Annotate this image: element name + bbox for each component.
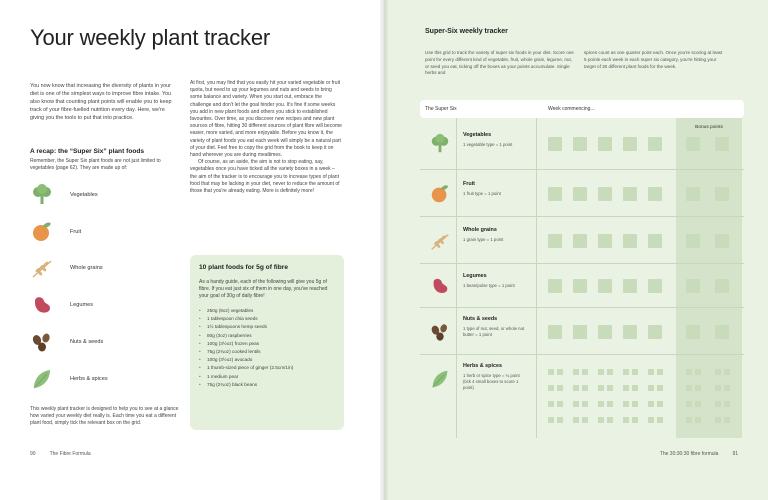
bonus-tick-box[interactable] (686, 137, 700, 151)
row-subtext: 1 vegetable type = 1 point (463, 142, 513, 147)
tick-box[interactable] (573, 279, 587, 293)
bonus-tick-box[interactable] (686, 325, 700, 339)
tick-box[interactable] (648, 187, 662, 201)
small-tick-box[interactable] (548, 369, 554, 375)
orange-icon (428, 182, 452, 206)
book-title: The Fibre Formula (49, 451, 91, 457)
list-item: • 250g (9oz) vegetables (199, 308, 254, 313)
legend-legumes (30, 292, 180, 318)
book-title: The 30:30:30 fibre formula (659, 451, 719, 457)
fibre-box-description: As a handy guide, each of the following will give you 5g of fibre. If you eat just six of them in one day, you've reached your goal of 30g of daily fibre! (199, 279, 328, 299)
list-item: • 75g (2¾oz) black beans (199, 381, 258, 387)
weekly-tracker-note: This weekly plant tracker is designed to help you to see at a glance how varied your weekly diet really is. Each time you eat a different plant food, simply tick the relevant box on the grid. (30, 406, 179, 426)
small-tick-box[interactable] (648, 401, 654, 407)
legend-label: Fruit (70, 229, 82, 235)
bonus-tick-box[interactable] (715, 279, 729, 293)
bonus-tick-box[interactable] (686, 187, 700, 201)
legend-label: Whole grains (70, 265, 103, 271)
wheat-icon (428, 229, 452, 253)
tick-box[interactable] (548, 234, 562, 248)
small-tick-box[interactable] (598, 369, 604, 375)
tick-box[interactable] (548, 325, 562, 339)
small-tick-box[interactable] (648, 385, 654, 391)
tick-box[interactable] (598, 137, 612, 151)
small-tick-box[interactable] (715, 401, 721, 407)
header-super-six: The Super Six (425, 106, 457, 112)
small-tick-box[interactable] (657, 385, 663, 391)
right-footer (646, 451, 738, 457)
small-tick-box[interactable] (715, 417, 721, 423)
small-tick-box[interactable] (686, 401, 692, 407)
small-tick-box[interactable] (695, 385, 701, 391)
tick-box[interactable] (598, 279, 612, 293)
fibre-box-heading: 10 plant foods for 5g of fibre (199, 264, 289, 271)
small-tick-box[interactable] (573, 385, 579, 391)
fibre-sidebar-box (190, 255, 344, 430)
small-tick-box[interactable] (582, 385, 588, 391)
body-column (190, 80, 342, 195)
row-label: Vegetables (463, 132, 492, 138)
book-gutter (380, 0, 388, 500)
page-number: 91 (732, 451, 738, 457)
small-tick-box[interactable] (557, 369, 563, 375)
bonus-tick-box[interactable] (715, 187, 729, 201)
broccoli-icon (428, 132, 452, 156)
small-tick-box[interactable] (557, 385, 563, 391)
bonus-tick-box[interactable] (715, 325, 729, 339)
small-tick-box[interactable] (573, 369, 579, 375)
small-tick-box[interactable] (582, 401, 588, 407)
row-subtext: 1 grain type = 1 point (463, 237, 504, 242)
recap-heading: A recap: the “Super Six” plant foods (30, 148, 145, 155)
fibre-food-list (199, 307, 335, 389)
tick-box[interactable] (648, 234, 662, 248)
row-label: Nuts & seeds (463, 316, 498, 322)
list-item: • 1 tablespoon chia seeds (199, 316, 258, 322)
small-tick-box[interactable] (632, 401, 638, 407)
legend-herbs-spices (30, 366, 180, 392)
legend-fruit (30, 219, 180, 245)
small-tick-box[interactable] (695, 417, 701, 423)
small-tick-box[interactable] (573, 417, 579, 423)
small-tick-box[interactable] (715, 385, 721, 391)
body-paragraph: At first, you may find that you easily hit your varied vegetable or fruit quota, but need to up your legumes and nuts and seeds to bring some balance and variety. When you start out, embrace the challenge and don't let the goal hinder you. It's fine if some weeks you add in new plant foods and others you stick to established favourites. Over time, as you discover new recipes and new plant sources of fibre, hitting 30 different sources of plant fibre will become easier, more varied, and more enjoyable. Before you know it, the variety of plant foods you eat each week will simply be a natural part of your diet. Feel free to copy the grid from the book to keep it on hand wherever you are during mealtimes. (190, 80, 342, 159)
list-item: • 1 thumb-sized piece of ginger (2.5cm/1in) (199, 365, 294, 371)
header-week-commencing: Week commencing... (548, 106, 595, 112)
bonus-points-label: Bonus points (695, 125, 723, 130)
bonus-tick-box[interactable] (686, 234, 700, 248)
list-item: • 80g (3oz) raspberries (199, 332, 252, 338)
row-label: Fruit (463, 181, 475, 187)
tick-box[interactable] (548, 137, 562, 151)
small-tick-box[interactable] (582, 369, 588, 375)
small-tick-box[interactable] (623, 385, 629, 391)
small-tick-box[interactable] (715, 369, 721, 375)
row-subtext: 1 type of nut, seed, or whole nut butter = 1 point (463, 326, 525, 337)
tick-box[interactable] (648, 137, 662, 151)
tracker-header (420, 100, 744, 118)
legend-whole-grains (30, 255, 180, 281)
bean-icon (428, 274, 452, 298)
bonus-tick-box[interactable] (715, 137, 729, 151)
small-tick-box[interactable] (686, 385, 692, 391)
small-tick-box[interactable] (686, 417, 692, 423)
tick-box[interactable] (573, 325, 587, 339)
small-tick-box[interactable] (557, 417, 563, 423)
tick-box[interactable] (598, 187, 612, 201)
small-tick-box[interactable] (623, 369, 629, 375)
row-label: Whole grains (463, 227, 497, 233)
small-tick-box[interactable] (632, 417, 638, 423)
body-paragraph: Of course, as an aside, the aim is not to stop eating, say, vegetables once you have ticked all the variety boxes in a week – the aim of the tracker is to encourage you to increase types of plant food that may be lacking in your diet, never to reduce the amount of those that you're already eating. More is definitely more! (190, 159, 340, 195)
legend-vegetables (30, 182, 180, 208)
tracker-grid (420, 100, 744, 438)
leaf-icon (428, 367, 452, 391)
tick-box[interactable] (648, 325, 662, 339)
small-tick-box[interactable] (607, 369, 613, 375)
small-tick-box[interactable] (607, 417, 613, 423)
broccoli-icon (30, 182, 60, 208)
tick-box[interactable] (573, 234, 587, 248)
row-subtext: 1 fruit type = 1 point (463, 191, 501, 196)
orange-icon (30, 219, 60, 245)
small-tick-box[interactable] (657, 369, 663, 375)
small-tick-box[interactable] (548, 385, 554, 391)
small-tick-box[interactable] (724, 417, 730, 423)
legend-label: Nuts & seeds (70, 339, 104, 345)
small-tick-box[interactable] (724, 401, 730, 407)
page-number: 90 (30, 451, 36, 457)
small-tick-box[interactable] (648, 369, 654, 375)
tick-box[interactable] (548, 279, 562, 293)
intro-text: You now know that increasing the diversity of plants in your diet is one of the simplest ways to improve fibre intake. You also know that counting plant points will enable you to keep track of your fibre-fuelled nutrition every day. Here, we're giving you the tools to put that into practice. (30, 83, 172, 121)
list-item: • 1 medium pear (199, 373, 239, 379)
tick-box[interactable] (623, 187, 637, 201)
bonus-tick-box[interactable] (715, 234, 729, 248)
list-item: • 100g (3½oz) avocado (199, 357, 253, 363)
small-tick-box[interactable] (686, 369, 692, 375)
tick-box[interactable] (548, 187, 562, 201)
tick-box[interactable] (598, 234, 612, 248)
small-tick-box[interactable] (648, 417, 654, 423)
page-title: Your weekly plant tracker (30, 25, 270, 50)
tick-box[interactable] (648, 279, 662, 293)
bean-icon (30, 292, 60, 318)
tracker-description: Use this grid to track the variety of super six foods in your diet. Score one point for every different kind of vegetable, fruit, whole grain, legume, nut, or seed you eat, ticking off the boxes as your points accumulate. Single herbs and (425, 50, 574, 76)
list-item: • 1½ tablespoons hemp seeds (199, 324, 267, 330)
tracker-title: Super-Six weekly tracker (425, 28, 508, 35)
small-tick-box[interactable] (632, 369, 638, 375)
small-tick-box[interactable] (657, 417, 663, 423)
small-tick-box[interactable] (548, 401, 554, 407)
row-label: Herbs & spices (463, 363, 502, 369)
recap-subtext: Remember, the Super Six plant foods are not just limited to vegetables (page 62). They are made up of: (30, 158, 161, 171)
tick-box[interactable] (598, 325, 612, 339)
list-item: • 100g (3½oz) frozen peas (199, 340, 260, 346)
legend-nuts-seeds (30, 329, 180, 355)
small-tick-box[interactable] (607, 401, 613, 407)
small-tick-box[interactable] (582, 417, 588, 423)
tick-box[interactable] (623, 279, 637, 293)
small-tick-box[interactable] (557, 401, 563, 407)
small-tick-box[interactable] (598, 385, 604, 391)
small-tick-box[interactable] (657, 401, 663, 407)
small-tick-box[interactable] (573, 401, 579, 407)
small-tick-box[interactable] (607, 385, 613, 391)
tick-box[interactable] (623, 234, 637, 248)
nuts-icon (428, 320, 452, 344)
nuts-icon (30, 329, 60, 355)
small-tick-box[interactable] (548, 417, 554, 423)
tick-box[interactable] (623, 137, 637, 151)
row-subtext: 1 herb or spice type = ¼ point (tick 4 small boxes to score 1 point) (463, 373, 520, 390)
small-tick-box[interactable] (623, 401, 629, 407)
row-label: Legumes (463, 273, 487, 279)
legend-label: Vegetables (70, 192, 98, 198)
legend-label: Herbs & spices (70, 376, 108, 382)
small-tick-box[interactable] (724, 385, 730, 391)
list-item: • 75g (2¾oz) cooked lentils (199, 349, 261, 355)
tick-box[interactable] (623, 325, 637, 339)
bonus-tick-box[interactable] (686, 279, 700, 293)
tick-box[interactable] (573, 137, 587, 151)
small-tick-box[interactable] (695, 401, 701, 407)
row-subtext: 1 bean/pulse type = 1 point (463, 283, 515, 288)
small-tick-box[interactable] (695, 369, 701, 375)
tracker-row-herbs-spices (420, 355, 744, 438)
small-tick-box[interactable] (623, 417, 629, 423)
small-tick-box[interactable] (598, 417, 604, 423)
tracker-description: spices count as one quarter point each. Once you're scoring at least 5 points each week in each super six category, you're hitting your target of 30 different plant foods for the week. (584, 50, 723, 69)
left-footer (30, 451, 105, 457)
wheat-icon (30, 255, 60, 281)
tick-box[interactable] (573, 187, 587, 201)
leaf-icon (30, 366, 60, 392)
small-tick-box[interactable] (598, 401, 604, 407)
small-tick-box[interactable] (724, 369, 730, 375)
small-tick-box[interactable] (632, 385, 638, 391)
legend-label: Legumes (70, 302, 94, 308)
